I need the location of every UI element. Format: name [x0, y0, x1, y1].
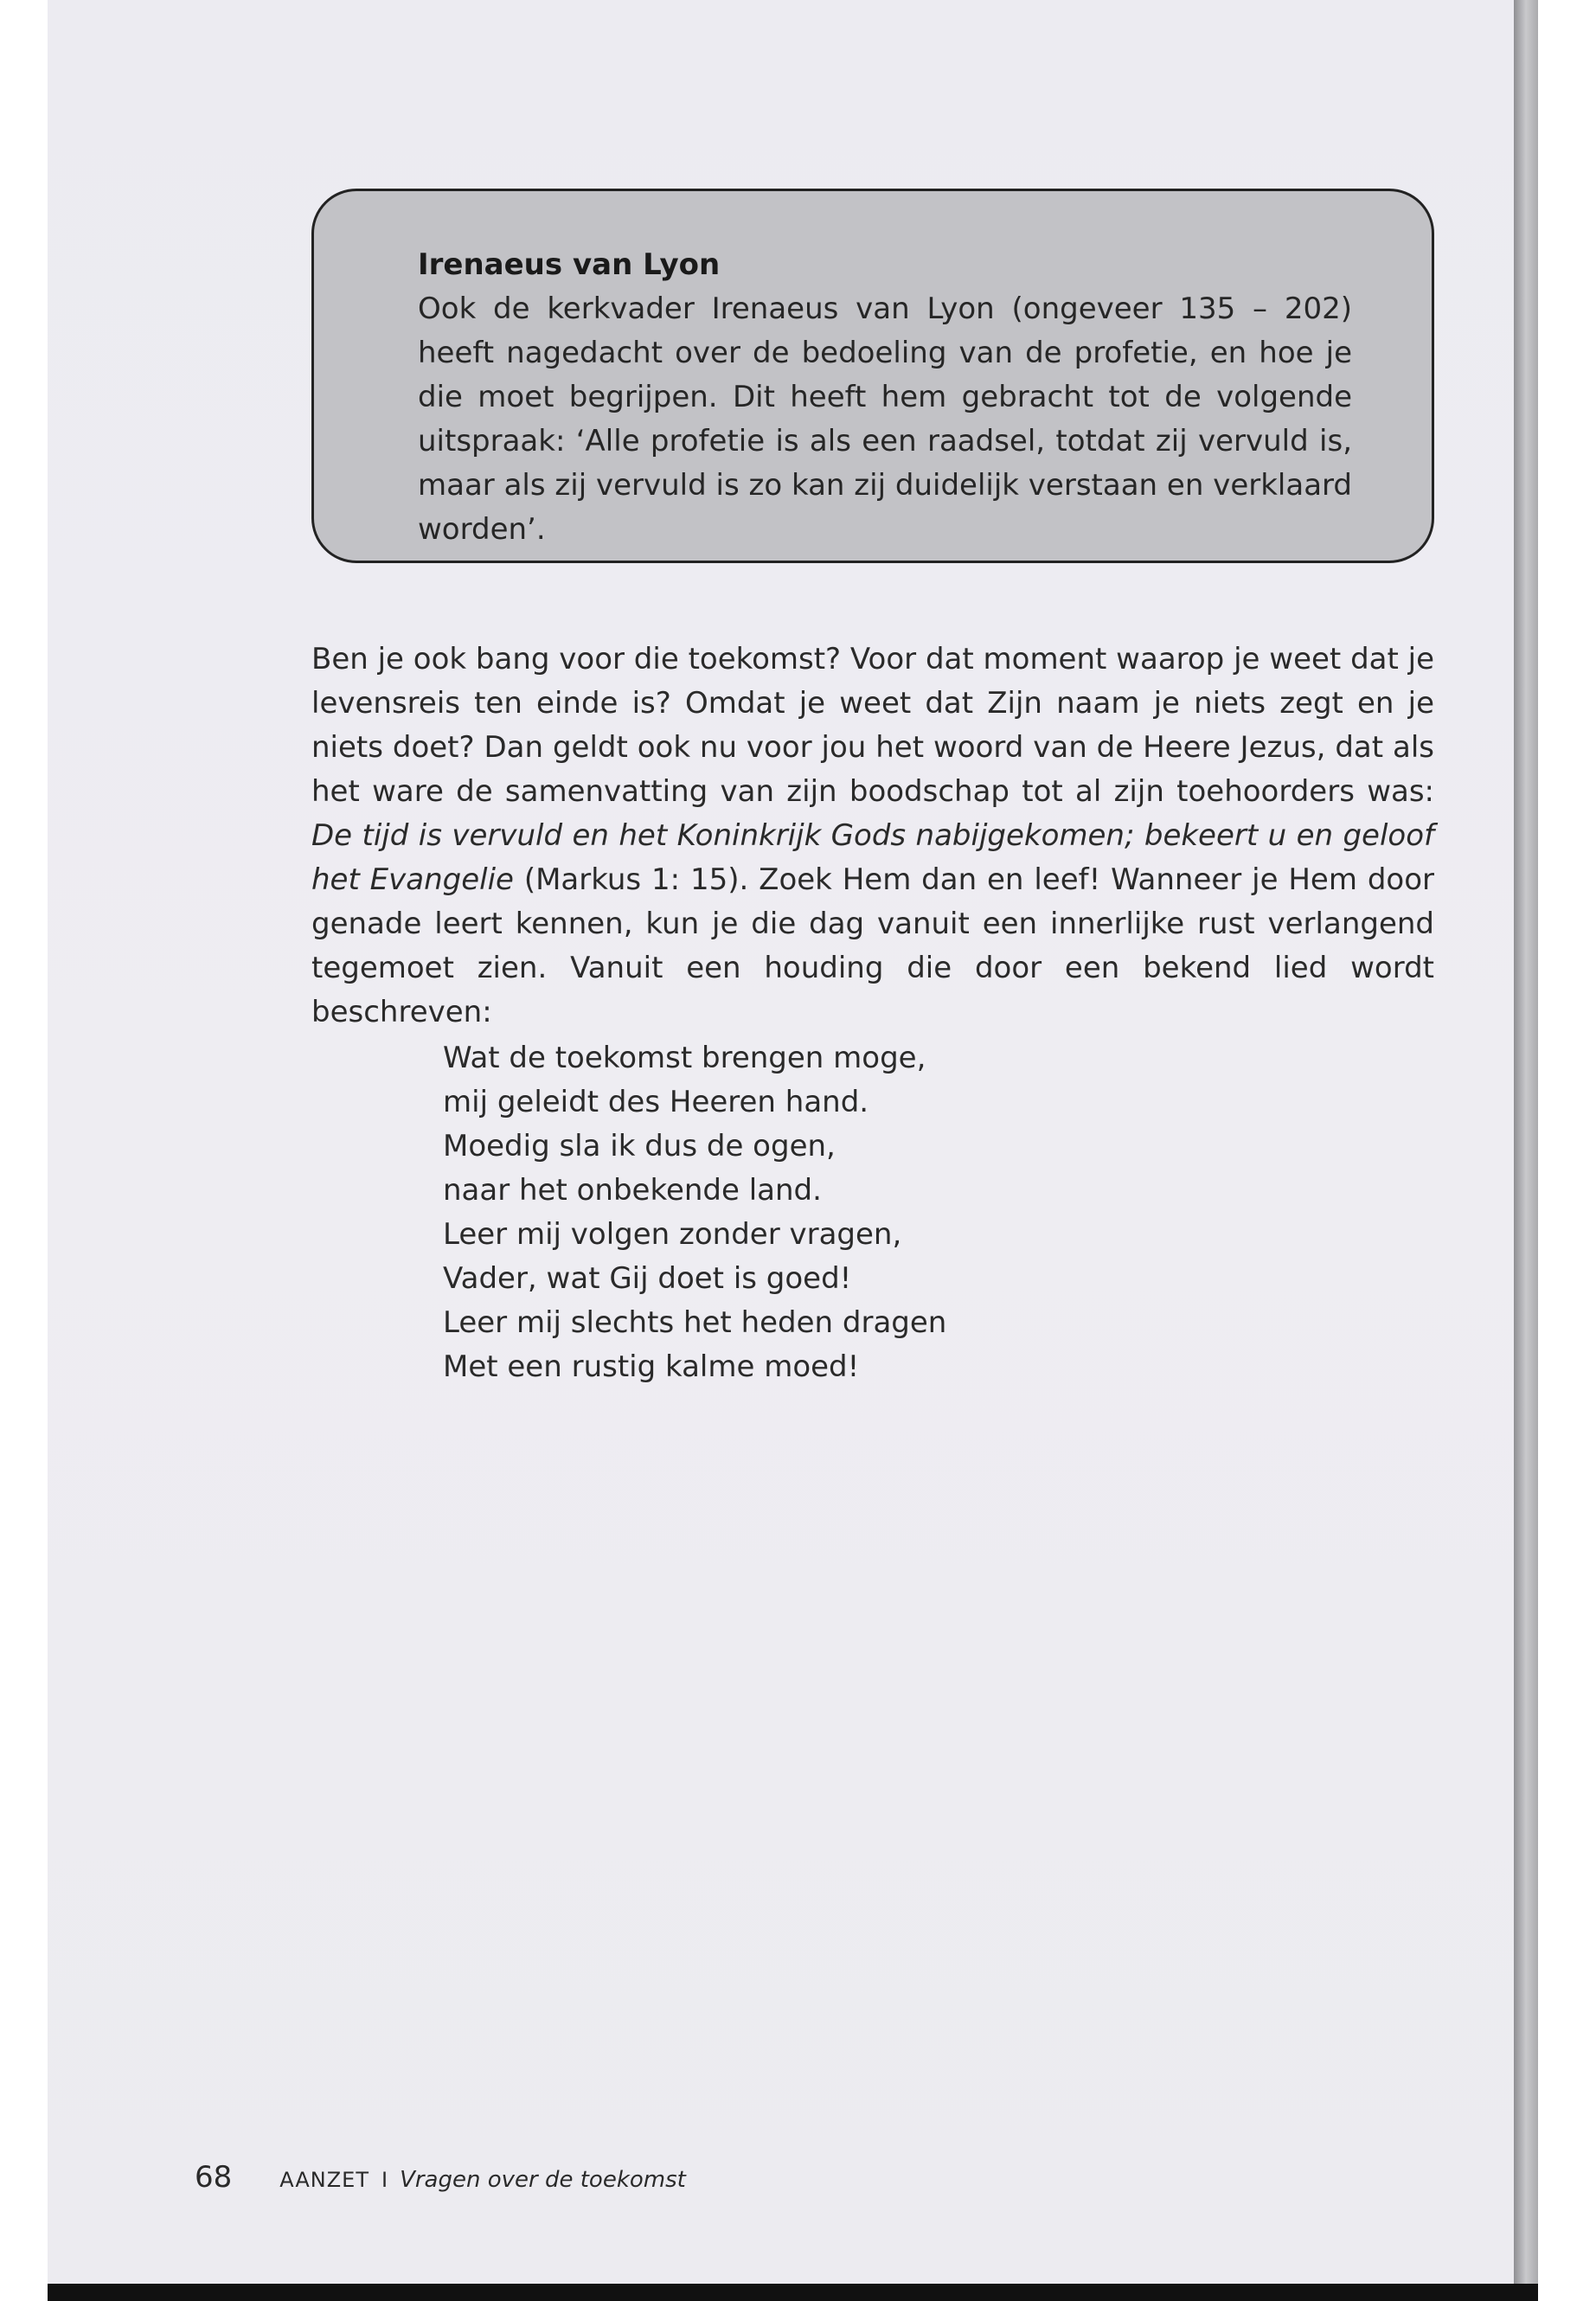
paragraph-text-end: (Markus 1: 15). Zoek Hem dan en leef! Wanneer je Hem door genade leert kennen, kun je die dag vanuit een innerlijke rust verlangend tegemoet zien. Vanuit een houding die door een bekend lied wordt beschreven: [311, 862, 1434, 1029]
callout-box [311, 189, 1434, 563]
poem-line: Met een rustig kalme moed! [443, 1349, 860, 1384]
book-spine-edge [1514, 0, 1538, 2301]
poem-line: Wat de toekomst brengen moge, [443, 1041, 926, 1075]
poem-line: Leer mij slechts het heden dragen [443, 1305, 947, 1340]
chapter-title: Vragen over de toekomst [400, 2167, 686, 2193]
callout-body: Ook de kerkvader Irenaeus van Lyon (ongeveer 135 – 202) heeft nagedacht over de bedoeling van de profetie, en hoe je die moet begrijpen. Dit heeft hem gebracht tot de volgende uitspraak: ‘Alle profetie is als een raadsel, totdat zij vervuld is, maar als zij vervuld is zo kan zij duidelijk verstaan en verklaard worden’. [418, 292, 1352, 547]
callout-title: Irenaeus van Lyon [418, 247, 721, 282]
paragraph-text-start: Ben je ook bang voor die toekomst? Voor dat moment waarop je weet dat je levensreis ten einde is? Omdat je weet dat Zijn naam je niets zegt en je niets doet? Dan geldt ook nu voor jou het woord van de Heere Jezus, dat als het ware de samenvatting van zijn boodschap tot al zijn toehoorders was: [311, 642, 1434, 809]
poem-line: Moedig sla ik dus de ogen, [443, 1129, 836, 1163]
poem-line: naar het onbekende land. [443, 1173, 822, 1208]
poem-line: Leer mij volgen zonder vragen, [443, 1217, 902, 1252]
poem [443, 1036, 1135, 1389]
running-title: AANZET [279, 2168, 369, 2192]
poem-line: mij geleidt des Heeren hand. [443, 1085, 869, 1119]
footer-separator: I [381, 2168, 388, 2192]
page-number: 68 [195, 2160, 233, 2195]
callout-content [418, 243, 1352, 552]
body-paragraph [311, 638, 1434, 1035]
scan-bottom-edge [48, 2284, 1538, 2301]
bible-quote: De tijd is vervuld en het Koninkrijk Gods nabijgekomen; bekeert u en geloof het Evangelie [311, 818, 1434, 897]
page-footer [195, 2160, 686, 2203]
poem-line: Vader, wat Gij doet is goed! [443, 1261, 852, 1296]
